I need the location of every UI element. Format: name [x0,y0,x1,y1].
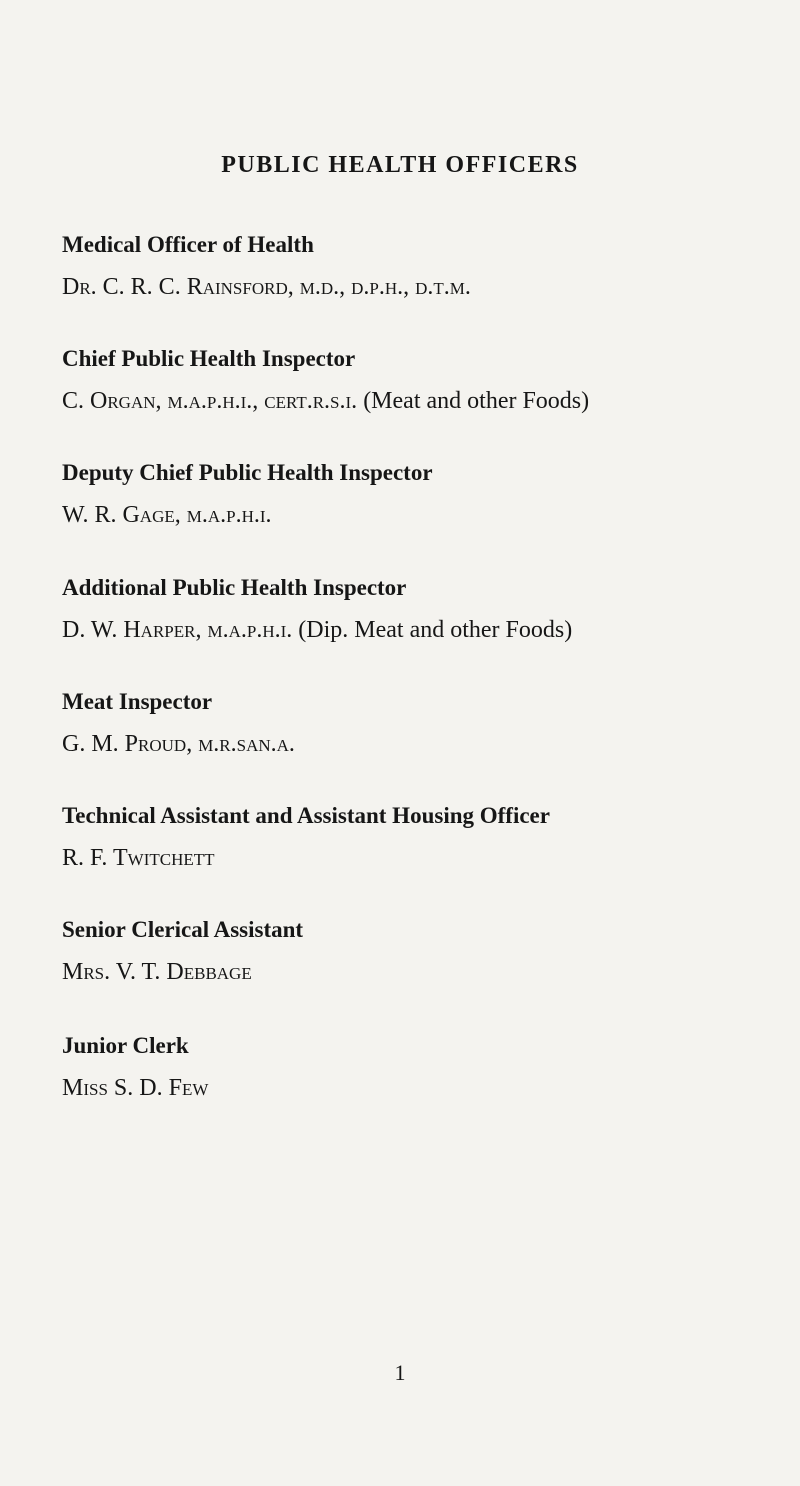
officer-name [62,843,782,873]
officer-name [62,272,782,302]
role-heading: Chief Public Health Inspector [62,346,356,371]
officer-entry-meat-inspector [62,687,782,759]
officer-name-text: G. M. Proud, m.r.san.a. [62,731,295,757]
officer-entry-additional-inspector [62,573,782,645]
officer-qualification-note: (Dip. Meat and other Foods) [298,617,573,643]
role-heading: Senior Clerical Assistant [62,917,304,942]
role-heading: Meat Inspector [62,689,213,714]
officer-name [62,729,782,759]
officer-entry-chief-inspector [62,344,782,416]
officer-name-text: C. Organ, m.a.p.h.i., cert.r.s.i. [62,388,358,414]
officer-name-text: Mrs. V. T. Debbage [62,959,252,985]
role-heading: Deputy Chief Public Health Inspector [62,460,433,485]
page-number: 1 [394,1360,406,1385]
officer-entry-junior-clerk [62,1031,782,1103]
role-heading: Junior Clerk [62,1033,189,1058]
officer-name [62,957,782,987]
role-heading: Medical Officer of Health [62,232,314,257]
role-heading: Additional Public Health Inspector [62,575,407,600]
officer-name-text: Dr. C. R. C. Rainsford, m.d., d.p.h., d.t.m. [62,274,471,300]
role-heading: Technical Assistant and Assistant Housing Officer [62,803,550,828]
officer-entry-technical-assistant [62,801,782,873]
officer-name-text: D. W. Harper, m.a.p.h.i. [62,617,293,643]
officer-name-text: W. R. Gage, m.a.p.h.i. [62,502,272,528]
officer-entry-senior-clerical-assistant [62,915,782,987]
page-title: PUBLIC HEALTH OFFICERS [221,152,579,178]
officer-name-text: R. F. Twitchett [62,845,215,871]
officer-entry-medical-officer [62,230,782,302]
officer-name-text: Miss S. D. Few [62,1075,209,1101]
officer-entry-deputy-chief-inspector [62,458,782,530]
officer-name [62,500,782,530]
officer-name [62,386,782,416]
officer-name [62,615,782,645]
officer-qualification-note: (Meat and other Foods) [363,388,590,414]
officer-name [62,1073,782,1103]
